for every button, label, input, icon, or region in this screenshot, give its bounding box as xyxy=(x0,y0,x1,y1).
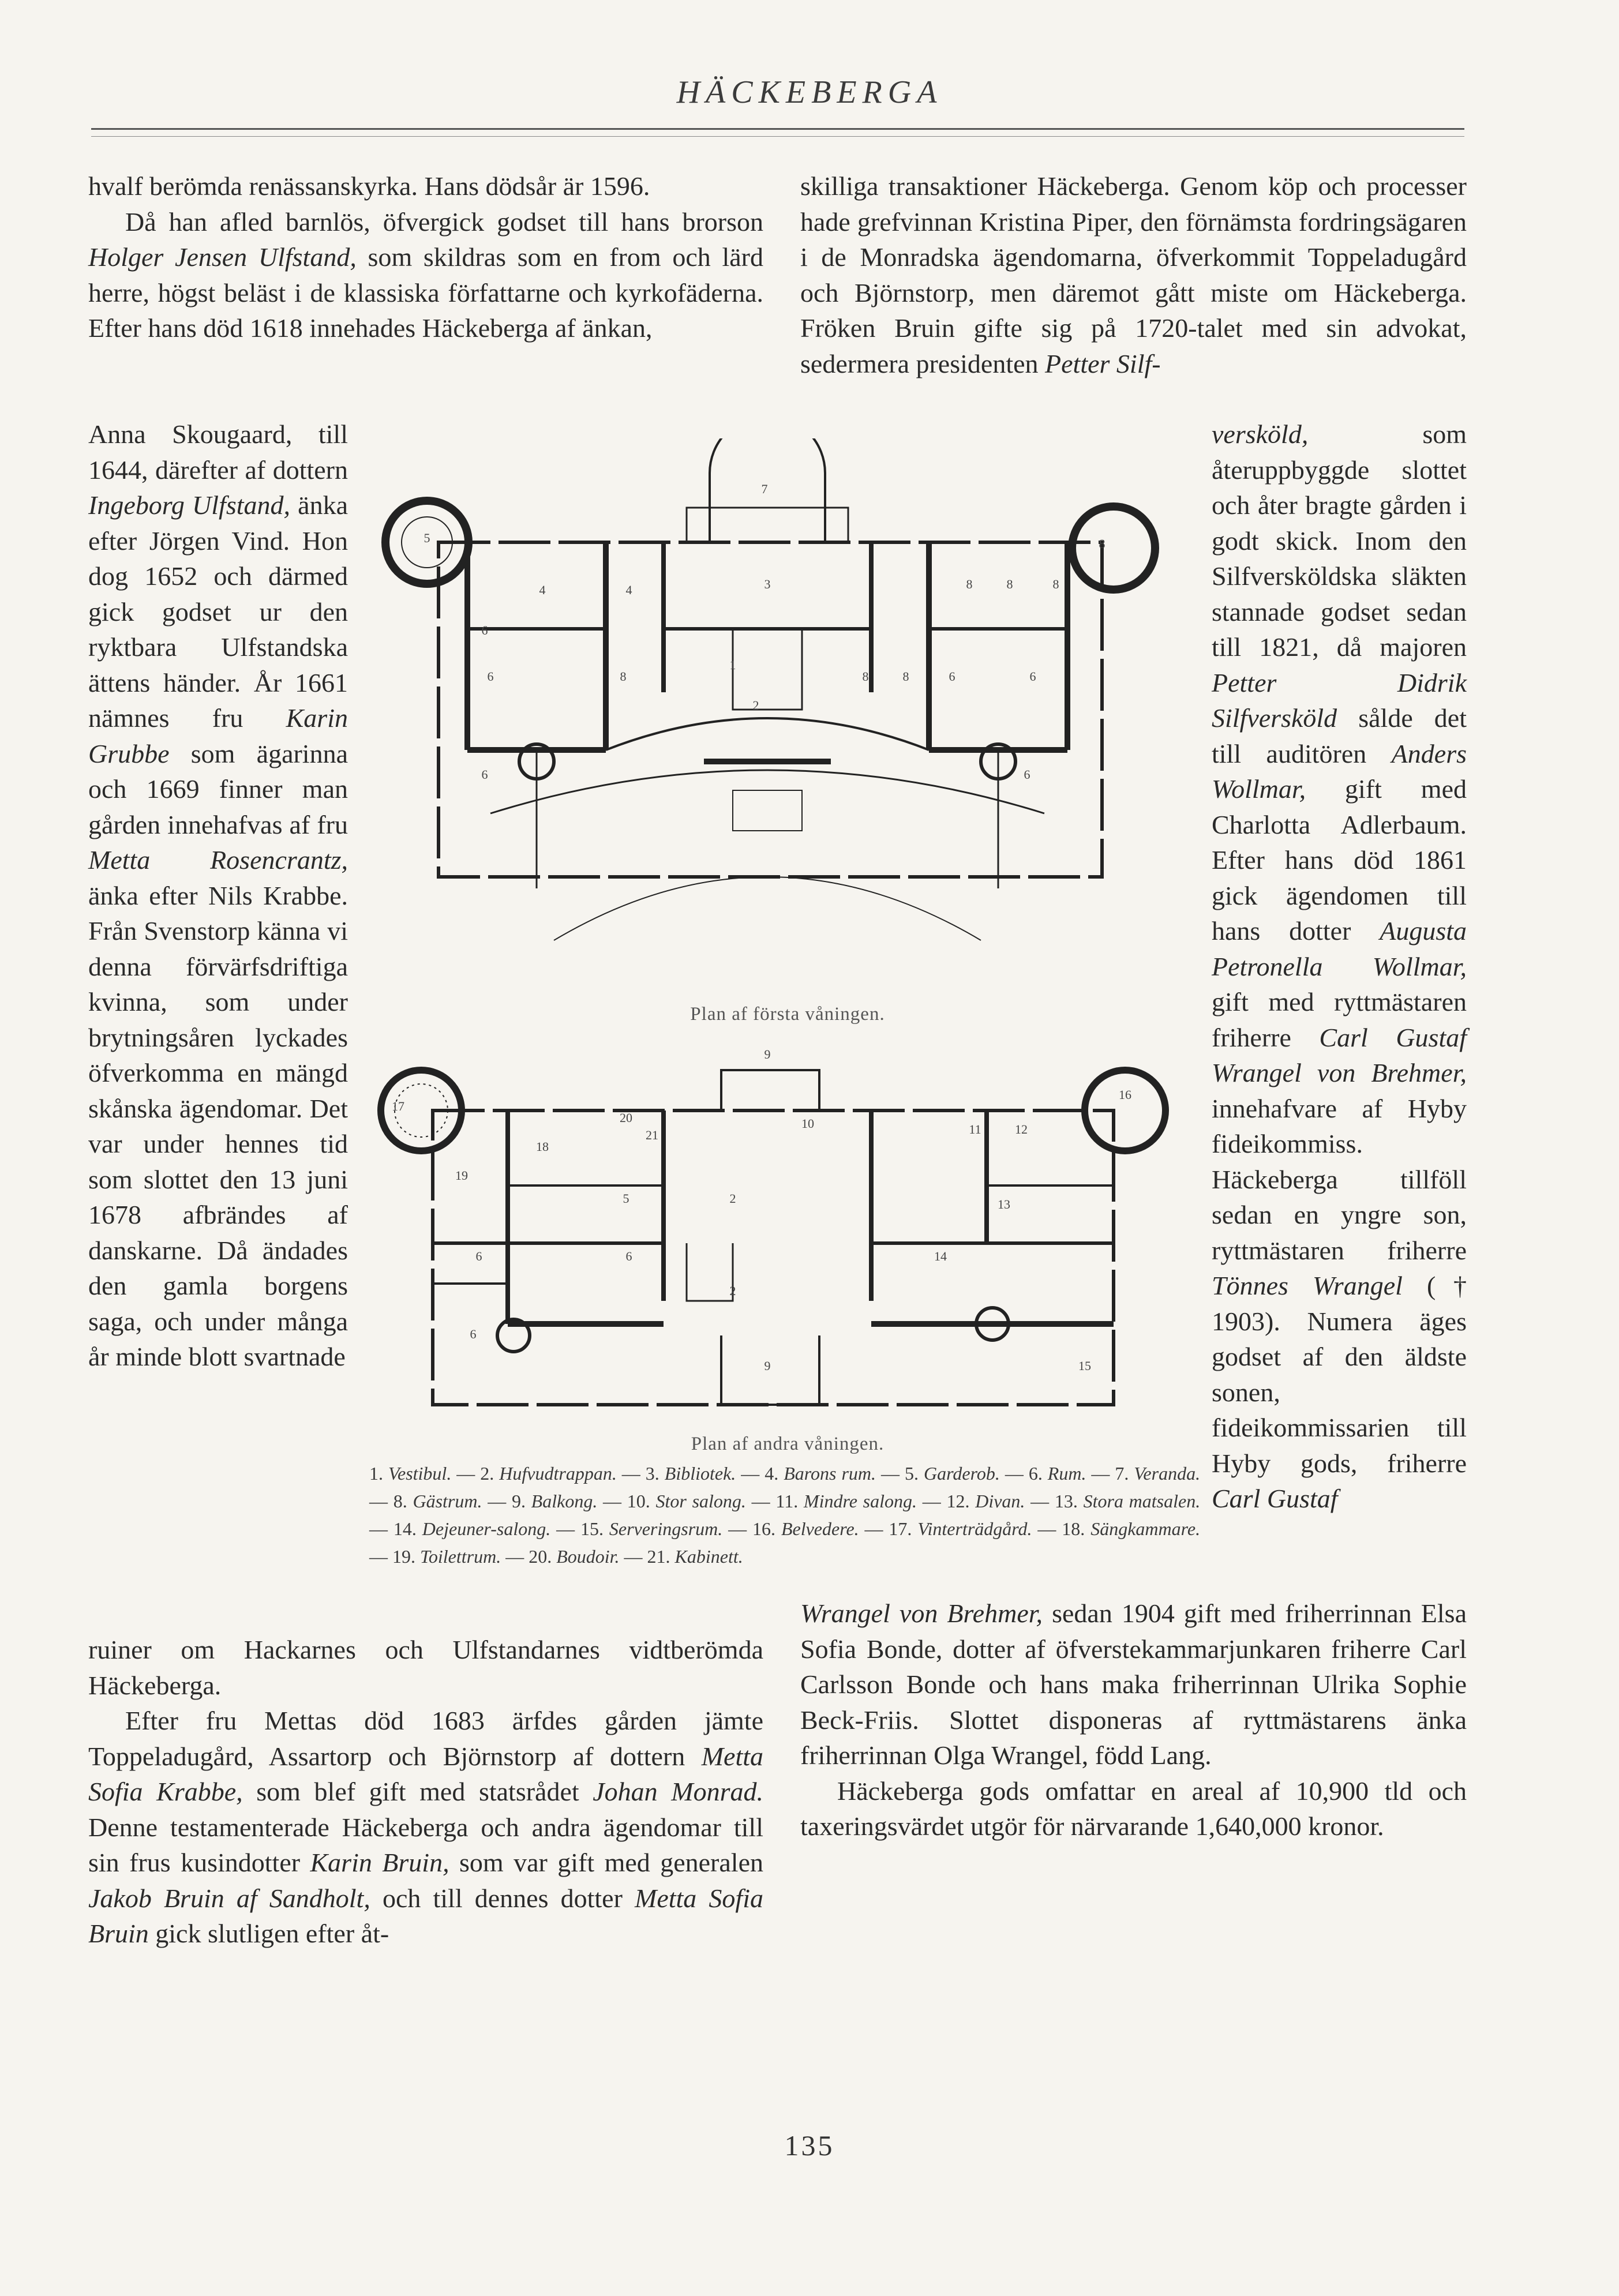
legend-number: 3. xyxy=(645,1463,665,1484)
legend-room-name: Dejeuner-salong. xyxy=(422,1518,551,1539)
name-italic: Petter Didrik Silfversköld xyxy=(1212,667,1467,733)
room-number: 8 xyxy=(966,577,973,591)
paragraph xyxy=(88,1703,763,1952)
legend-number: 4. xyxy=(764,1463,784,1484)
legend-room-name: Kabinett. xyxy=(674,1546,743,1567)
paragraph xyxy=(800,1773,1467,1844)
paragraph xyxy=(800,168,1467,381)
legend-entry xyxy=(1029,1463,1086,1484)
plan-first-caption: Plan af första våningen. xyxy=(690,1004,885,1025)
room-number: 11 xyxy=(969,1122,981,1136)
text-run: som ägarinna och 1669 finner man gården innehafvas af fru xyxy=(88,738,348,839)
legend-number: 1. xyxy=(369,1463,388,1484)
plan-legend: 1. Vestibul. — 2. Hufvudtrappan. — 3. Bibliotek. — 4. Barons rum. — 5. Garderob. — 6. Rum. — 7. Veranda. — 8. Gästrum. — 9. Balkong. — 10. Stor salong. — 11. Mindre salong. — 12. Divan. — 13. Stora matsalen. — 14. Dejeuner-salong. — 15. Serveringsrum. — 16. Belvedere. — 17. Vinterträdgård. — 18. Sängkammare. — 19. Toilettrum. — 20. Boudoir. — 21. Kabinett. xyxy=(369,1463,1201,1567)
room-number: 6 xyxy=(1024,767,1030,782)
legend-entry xyxy=(905,1463,1000,1484)
legend-entry xyxy=(1055,1491,1200,1511)
text-run: änka efter Jörgen Vind. Hon dog 1652 och därmed gick godset ur den ryktbara Ulfstandska ättens händer. År 1661 nämnes fru xyxy=(88,490,348,733)
legend-room-name: Vestibul. xyxy=(388,1463,452,1484)
text-run: sålde det till auditören xyxy=(1212,703,1467,768)
name-italic: Karin Bruin, xyxy=(310,1848,449,1877)
legend-number: 6. xyxy=(1028,1463,1048,1484)
paragraph xyxy=(88,417,348,1375)
room-number: 20 xyxy=(620,1111,632,1125)
left-column-bottom xyxy=(88,1632,763,1952)
legend-room-name: Belvedere. xyxy=(781,1518,859,1539)
room-number: 21 xyxy=(646,1128,658,1142)
text-run: gift med Charlotta Adlerbaum. Efter hans död 1861 gick ägendomen till hans dotter xyxy=(1212,774,1467,946)
legend-room-name: Stora matsalen. xyxy=(1083,1491,1201,1511)
legend-entry xyxy=(512,1491,597,1511)
running-head: HÄCKEBERGA xyxy=(676,74,943,110)
legend-room-name: Veranda. xyxy=(1134,1463,1201,1484)
room-number: 9 xyxy=(764,1047,771,1061)
legend-entry xyxy=(580,1518,722,1539)
room-number: 19 xyxy=(455,1168,468,1183)
legend-number: 5. xyxy=(905,1463,924,1484)
room-number: 2 xyxy=(752,698,759,712)
right-column-top xyxy=(800,168,1467,381)
text-run: gick slutligen efter åt- xyxy=(148,1919,389,1948)
room-number: 18 xyxy=(536,1139,549,1154)
legend-number: 19. xyxy=(392,1546,420,1567)
legend-room-name: Boudoir. xyxy=(556,1546,620,1567)
room-number: 16 xyxy=(1119,1087,1131,1102)
legend-number: 7. xyxy=(1115,1463,1134,1484)
legend-entry xyxy=(946,1491,1025,1511)
floor-plan-first xyxy=(363,438,1200,992)
legend-number: 17. xyxy=(889,1518,918,1539)
room-number: 12 xyxy=(1015,1122,1028,1136)
legend-number: 9. xyxy=(511,1491,531,1511)
legend-number: 16. xyxy=(752,1518,781,1539)
text-run: som återuppbyggde slottet och åter bragte gården i godt skick. Inom den Silfversköldska släkten stannade godset sedan till 1821, då majoren xyxy=(1212,419,1467,662)
name-italic: versköld, xyxy=(1212,419,1309,449)
legend-room-name: Bibliotek. xyxy=(664,1463,736,1484)
right-column-bottom xyxy=(800,1596,1467,1844)
room-number: 13 xyxy=(998,1197,1010,1211)
room-number: 4 xyxy=(539,583,546,597)
legend-room-name: Serveringsrum. xyxy=(609,1518,723,1539)
plan-second-caption: Plan af andra våningen. xyxy=(691,1434,885,1454)
room-number: 2 xyxy=(729,1284,736,1298)
text-run: Anna Skougaard, till 1644, därefter af dottern xyxy=(88,419,348,485)
legend-entry xyxy=(1062,1518,1200,1539)
name-italic: Metta Sofia Krabbe, xyxy=(88,1741,763,1806)
paragraph xyxy=(800,1596,1467,1773)
name-italic: Karin Grubbe xyxy=(88,703,348,768)
text-run: som skildras som en from och lärd herre, högst beläst i de klassiska författarne och kyrkofäderna. Efter hans död 1618 innehades Häckeberga af änkan, xyxy=(88,242,763,343)
name-italic: Metta Rosencrantz, xyxy=(88,845,348,875)
legend-entry xyxy=(775,1491,917,1511)
legend-entry xyxy=(889,1518,1032,1539)
legend-number: 15. xyxy=(580,1518,609,1539)
legend-room-name: Rum. xyxy=(1047,1463,1086,1484)
room-number: 6 xyxy=(481,767,488,782)
legend-room-name: Barons rum. xyxy=(784,1463,876,1484)
room-number: 8 xyxy=(620,669,627,684)
paragraph xyxy=(88,1632,763,1703)
room-number: 6 xyxy=(470,1327,477,1341)
text-run: gift med ryttmästaren friherre xyxy=(1212,987,1467,1052)
room-number: 1 xyxy=(729,658,736,672)
legend-number: 20. xyxy=(529,1546,557,1567)
legend-number: 14. xyxy=(393,1518,422,1539)
legend-entry xyxy=(1115,1463,1200,1484)
legend-number: 8. xyxy=(393,1491,413,1511)
legend-room-name: Garderob. xyxy=(924,1463,1000,1484)
room-number: 8 xyxy=(1052,577,1059,591)
room-number: 8 xyxy=(862,669,869,684)
room-number: 2 xyxy=(729,1191,736,1206)
legend-entry xyxy=(369,1463,451,1484)
name-italic: Wrangel von Brehmer, xyxy=(800,1599,1043,1628)
room-number: 6 xyxy=(481,623,488,637)
room-number: 17 xyxy=(392,1099,404,1113)
text-run: Häckeberga gods omfattar en areal af 10,900 tld och taxeringsvärdet utgör för närvarande 1,640,000 kronor. xyxy=(800,1776,1467,1841)
legend-room-name: Divan. xyxy=(975,1491,1025,1511)
legend-entry xyxy=(393,1491,482,1511)
legend-room-name: Sängkammare. xyxy=(1090,1518,1201,1539)
room-number: 14 xyxy=(934,1249,947,1263)
text-run: sedan 1904 gift med friherrinnan Elsa Sofia Bonde, dotter af öfverstekammarjunkaren friherre Carl Carlsson Bonde och hans maka friherrinnan Ulrika Sophie Beck-Friis. Slottet disponeras af ryttmästarens änka friherrinnan Olga Wrangel, född Lang. xyxy=(800,1599,1467,1770)
paragraph xyxy=(1212,417,1467,1517)
header-rule-thin xyxy=(91,136,1464,137)
name-italic: Johan Monrad. xyxy=(593,1777,764,1806)
text-run: innehafvare af Hyby fideikommiss. Häckeberga tillföll sedan en yngre son, ryttmästaren friherre xyxy=(1212,1093,1467,1265)
paragraph xyxy=(88,168,763,204)
text-run: Denne testamenterade Häckeberga och andra ägendomar till sin frus kusindotter xyxy=(88,1812,763,1877)
name-italic: Metta Sofia Bruin xyxy=(88,1883,763,1948)
legend-entry xyxy=(764,1463,876,1484)
room-number: 4 xyxy=(625,583,632,597)
legend-number: 21. xyxy=(647,1546,675,1567)
room-number: 5 xyxy=(424,531,430,545)
legend-entry xyxy=(646,1463,736,1484)
legend-number: 13. xyxy=(1054,1491,1084,1511)
legend-number: 12. xyxy=(946,1491,976,1511)
legend-number: 18. xyxy=(1062,1518,1091,1539)
text-run: som blef gift med statsrådet xyxy=(242,1777,593,1806)
legend-entry xyxy=(752,1518,859,1539)
room-number: 3 xyxy=(764,577,771,591)
header-rule xyxy=(91,128,1464,130)
room-number: 7 xyxy=(761,482,768,496)
legend-room-name: Gästrum. xyxy=(413,1491,482,1511)
legend-entry xyxy=(393,1518,550,1539)
room-number: 6 xyxy=(475,1249,482,1263)
text-run: änka efter Nils Krabbe. Från Svenstorp känna vi denna förvärfsdriftiga kvinna, som under brytningsåren lyckades öfverkomma en mängd skånska ägendomar. Det var under hennes tid som slottet den 13 juni 1678 afbrändes af danskarne. Då ändades den gamla borgens saga, och under många år minde blott svartnade xyxy=(88,880,348,1371)
legend-entry xyxy=(392,1546,501,1567)
legend-room-name: Stor salong. xyxy=(655,1491,746,1511)
name-italic: Carl Gustaf Wrangel von Brehmer, xyxy=(1212,1022,1467,1087)
text-run: som var gift med generalen xyxy=(449,1848,763,1877)
room-number: 8 xyxy=(1099,537,1105,551)
legend-number: 2. xyxy=(480,1463,500,1484)
text-run: Då han afled barnlös, öfvergick godset till hans brorson xyxy=(125,207,763,237)
room-number: 5 xyxy=(623,1191,629,1206)
name-italic: Petter Silf- xyxy=(1045,348,1161,378)
name-italic: Carl Gustaf xyxy=(1212,1484,1338,1513)
room-number: 15 xyxy=(1078,1359,1091,1373)
text-run: skilliga transaktioner Häckeberga. Genom köp och processer hade grefvinnan Kristina Piper, den förnämsta fordringsägaren i de Monradska ägendomarna, öfverkommit Toppeladugård och Björnstorp, men däremot gått miste om Häckeberga. Fröken Bruin gifte sig på 1720-talet med sin advokat, sedermera presidenten xyxy=(800,171,1467,378)
legend-number: 11. xyxy=(775,1491,804,1511)
room-number: 10 xyxy=(801,1116,814,1131)
name-italic: Augusta Petronella Wollmar, xyxy=(1212,916,1467,981)
text-run: († 1903). Numera äges godset af den äldste sonen, fideikommissarien till Hyby gods, friherre xyxy=(1212,1271,1467,1478)
room-number: 6 xyxy=(1029,669,1036,684)
name-italic: Tönnes Wrangel xyxy=(1212,1271,1403,1300)
name-italic: Holger Jensen Ulfstand, xyxy=(88,242,357,272)
legend-entry xyxy=(480,1463,617,1484)
floor-plan-second xyxy=(363,1036,1200,1439)
text-run: Efter fru Mettas död 1683 ärfdes gården jämte Toppeladugård, Assartorp och Björnstorp af dottern xyxy=(88,1706,763,1771)
legend-room-name: Mindre salong. xyxy=(803,1491,917,1511)
paragraph xyxy=(88,204,763,346)
room-number: 6 xyxy=(949,669,955,684)
name-italic: Anders Wollmar, xyxy=(1212,738,1467,804)
text-run: hvalf berömda renässanskyrka. Hans dödsår är 1596. xyxy=(88,171,650,201)
legend-entry xyxy=(627,1491,746,1511)
name-italic: Jakob Bruin af Sandholt, xyxy=(88,1883,370,1913)
legend-number: 10. xyxy=(627,1491,656,1511)
legend-room-name: Vinterträdgård. xyxy=(917,1518,1032,1539)
left-column-top xyxy=(88,168,763,346)
legend-entry xyxy=(529,1546,619,1567)
legend-room-name: Balkong. xyxy=(531,1491,598,1511)
room-number: 6 xyxy=(625,1249,632,1263)
name-italic: Ingeborg Ulfstand, xyxy=(88,490,291,520)
text-run: ruiner om Hackarnes och Ulfstandarnes vidtberömda Häckeberga. xyxy=(88,1635,763,1700)
room-number: 8 xyxy=(1006,577,1013,591)
left-column-side xyxy=(88,417,348,1375)
legend-room-name: Hufvudtrappan. xyxy=(499,1463,617,1484)
room-number: 8 xyxy=(902,669,909,684)
page-number: 135 xyxy=(784,2129,835,2162)
room-number: 6 xyxy=(487,669,494,684)
legend-room-name: Toilettrum. xyxy=(420,1546,501,1567)
right-column-side xyxy=(1212,417,1467,1517)
text-run: och till dennes dotter xyxy=(370,1883,635,1913)
legend-entry xyxy=(647,1546,743,1567)
room-number: 9 xyxy=(764,1359,771,1373)
